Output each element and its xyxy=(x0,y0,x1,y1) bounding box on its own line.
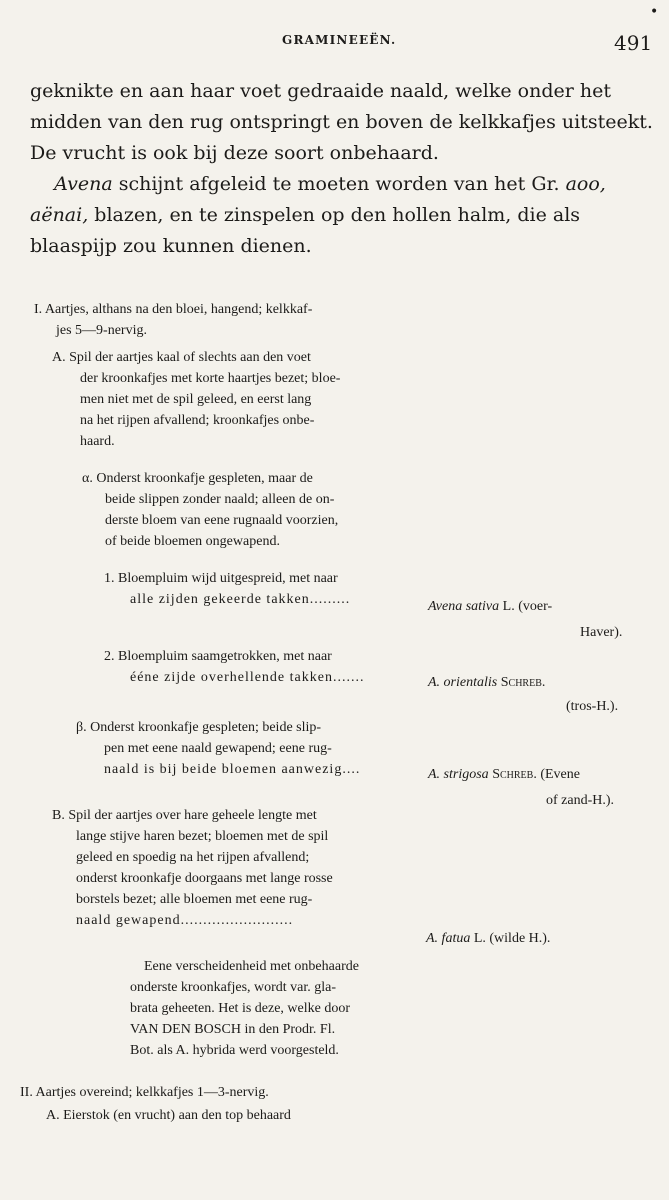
key-item-1: 1. Bloempluim wijd uitgespreid, met naar alle zijden gekeerde takken......... xyxy=(104,571,351,607)
text-line: De vrucht is ook bij deze soort onbehaard. xyxy=(30,142,439,164)
text-line: midden van den rug ontspringt en boven de kelkkafjes uitsteekt. xyxy=(30,111,653,133)
corner-mark: • xyxy=(650,4,659,20)
key-section-B: B. Spil der aartjes over hare geheele lengte met lange stijve haren bezet; bloemen met de spil geleed en spoedig na het rijpen afvallend; onderst kroonkafje doorgaans met lange rosse borstels bezet; alle bloemen met eene rug- naald gewapend......................... xyxy=(52,808,333,928)
species-common-name-cont: Haver). xyxy=(580,625,623,640)
species-a-orientalis: A. orientalis Schreb. xyxy=(428,675,546,690)
species-a-strigosa: A. strigosa Schreb. (Evene xyxy=(428,767,580,782)
page-number: 491 xyxy=(614,31,653,55)
text-line: aënai, blazen, en te zinspelen op den hollen halm, die als xyxy=(30,204,581,226)
species-common-name-cont: of zand-H.). xyxy=(546,793,615,808)
species-a-fatua: A. fatua L. (wilde H.). xyxy=(426,931,551,946)
key-section-IIA: A. Eierstok (en vrucht) aan den top behaard xyxy=(46,1108,291,1123)
key-item-2: 2. Bloempluim saamgetrokken, met naar ééne zijde overhellende takken....... xyxy=(104,649,365,685)
running-header: GRAMINEEËN. xyxy=(282,33,397,47)
key-section-II: II. Aartjes overeind; kelkkafjes 1—3-nervig. xyxy=(20,1085,269,1100)
key-section-I: I. Aartjes, althans na den bloei, hangend; kelkkaf- jes 5—9-nervig. xyxy=(34,302,313,338)
key-section-beta: β. Onderst kroonkafje gespleten; beide slip- pen met eene naald gewapend; eene rug- naald is bij beide bloemen aanwezig.... xyxy=(76,720,361,777)
text-line: geknikte en aan haar voet gedraaide naald, welke onder het xyxy=(30,80,611,102)
genus-name: Avena xyxy=(54,173,113,195)
species-common-name-cont: (tros-H.). xyxy=(566,699,619,714)
key-section-alpha: α. Onderst kroonkafje gespleten, maar de beide slippen zonder naald; alleen de on- derste bloem van eene rugnaald voorzien, of beide bloemen ongewapend. xyxy=(82,471,339,549)
text-line: Avena schijnt afgeleid te moeten worden van het Gr. aoo, xyxy=(54,173,606,195)
species-avena-sativa: Avena sativa L. (voer- xyxy=(428,599,553,614)
key-section-A: A. Spil der aartjes kaal of slechts aan den voet der kroonkafjes met korte haartjes bezet; bloe- men niet met de spil geleed, en eerst lang na het rijpen afvallend; kroonkafjes onbe- haard. xyxy=(52,350,341,449)
variety-note: Eene verscheidenheid met onbehaarde onderste kroonkafjes, wordt var. gla- brata geheeten. Het is deze, welke door VAN DEN BOSCH in den Prodr. Fl. Bot. als A. hybrida werd voorgesteld. xyxy=(130,959,359,1058)
intro-paragraph xyxy=(30,76,653,262)
text-line: blaaspijp zou kunnen dienen. xyxy=(30,235,312,257)
